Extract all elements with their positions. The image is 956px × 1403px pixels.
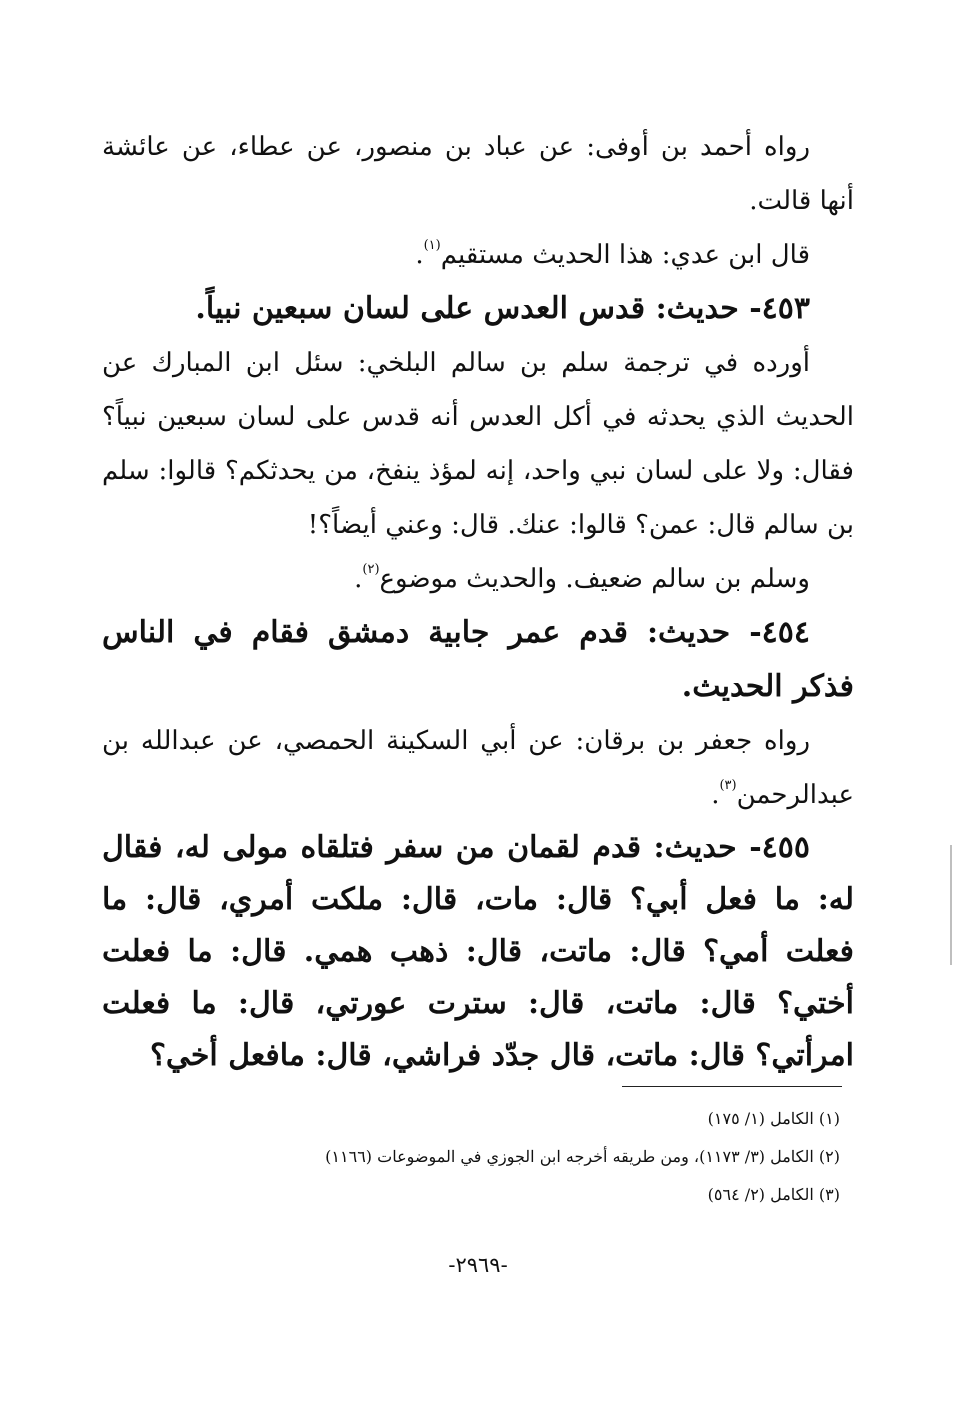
ibn-adi-comment-end: .	[415, 240, 424, 270]
grading-end-453: .	[354, 564, 363, 594]
hadith-heading-453	[102, 282, 854, 336]
footnote-1: (١) الكامل (١/ ١٧٥)	[707, 1109, 840, 1128]
footnote-3: (٣) الكامل (٢/ ٥٦٤)	[707, 1185, 840, 1204]
hadith-title-454: حديث: قدم عمر جابية دمشق فقام في الناس فذكر الحديث.	[102, 615, 854, 704]
hadith-title-453: حديث: قدس العدس على لسان سبعين نبياً.	[195, 291, 739, 326]
footnotes	[120, 1100, 840, 1214]
footnote-separator	[622, 1086, 842, 1087]
hadith-number-454: ٤٥٤-	[749, 615, 810, 650]
footnote-ref-1[interactable]: (١)	[423, 238, 441, 253]
page-number: -٢٩٦٩-	[448, 1253, 508, 1277]
hadith-heading-454	[102, 606, 854, 714]
ibn-adi-comment-text: قال ابن عدي: هذا الحديث مستقيم	[440, 240, 810, 270]
grading-paragraph-453	[102, 552, 854, 606]
commentary-text-453: أورده في ترجمة سلم بن سالم البلخي: سئل ابن المبارك عن الحديث الذي يحدثه في أكل العدس أنه قدس على لسان سبعين نبياً؟ فقال: ولا على لسان نبي واحد، إنه لمؤذ ينفخ، من يحدثكم؟ قالوا: سلم بن سالم قال: عمن؟ قالوا: عنك. قال: وعني أيضاً؟!	[102, 348, 854, 540]
footnote-2: (٢) الكامل (٣/ ١١٧٣)، ومن طريقه أخرجه ابن الجوزي في الموضوعات (١١٦٦)	[325, 1147, 840, 1166]
narration-end-454: .	[711, 780, 720, 810]
footnote-ref-3[interactable]: (٣)	[719, 778, 737, 793]
narration-text-454: رواه جعفر بن برقان: عن أبي السكينة الحمصي، عن عبدالله بن عبدالرحمن	[102, 726, 854, 810]
hadith-heading-455	[102, 822, 854, 1082]
grading-text-453: وسلم بن سالم ضعيف. والحديث موضوع	[379, 564, 810, 594]
hadith-title-455: حديث: قدم لقمان من سفر فتلقاه مولى له، فقال له: ما فعل أبي؟ قال: مات، قال: ملكت أمري، قال: ما فعلت أمي؟ قال: ماتت، قال: ذهب همي. قال: ما فعلت أختي؟ قال: ماتت، قال: سترت عورتي، قال: ما فعلت امرأتي؟ قال: ماتت، قال جدّد فراشي، قال: مافعل أخي؟	[102, 830, 854, 1073]
main-text	[102, 120, 854, 1082]
footnote-ref-2[interactable]: (٢)	[362, 562, 380, 577]
commentary-paragraph-453	[102, 336, 854, 552]
hadith-number-453: ٤٥٣-	[749, 291, 810, 326]
hadith-number-455: ٤٥٥-	[749, 830, 810, 865]
ibn-adi-comment	[102, 228, 854, 282]
narration-text-1: رواه أحمد بن أوفى: عن عباد بن منصور، عن عطاء، عن عائشة أنها قالت.	[102, 132, 854, 216]
scan-edge-mark	[950, 845, 952, 965]
narration-paragraph-1	[102, 120, 854, 228]
narration-paragraph-454	[102, 714, 854, 822]
